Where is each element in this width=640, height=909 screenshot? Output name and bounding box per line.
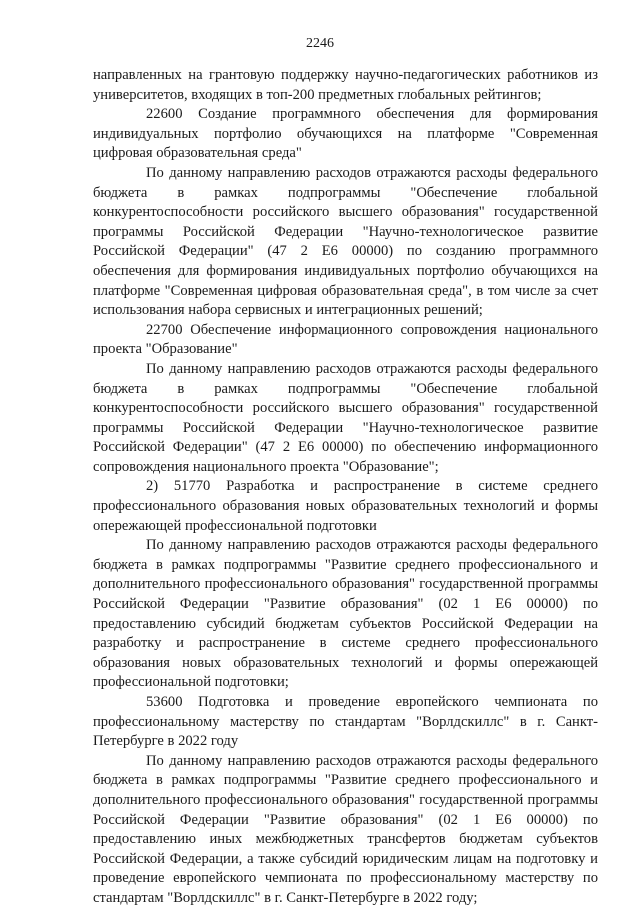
paragraph-22600-heading: 22600 Создание программного обеспечения для формирования индивидуальных портфолио обучающихся на платформе "Современная цифровая образовательная среда" xyxy=(93,106,598,162)
paragraph-53600-heading: 53600 Подготовка и проведение европейского чемпионата по профессиональному мастерству по стандартам "Ворлдскиллс" в г. Санкт-Петербурге в 2022 году xyxy=(93,694,598,750)
paragraph-22700-description: По данному направлению расходов отражаются расходы федерального бюджета в рамках подпрограммы "Обеспечение глобальной конкурентоспособности российского высшего образования" государственной программы Российской Федерации "Научно-технологическое развитие Российской Федерации" (47 2 Е6 00000) по обеспечению информационного сопровождения национального проекта "Образование"; xyxy=(93,360,598,475)
paragraph-51770-heading: 2) 51770 Разработка и распространение в системе среднего профессионального образования новых образовательных технологий и формы опережающей профессиональной подготовки xyxy=(93,478,598,534)
paragraph-53600-description: По данному направлению расходов отражаются расходы федерального бюджета в рамках подпрограммы "Развитие среднего профессионального и дополнительного профессионального образования" государственной программы Российской Федерации "Развитие образования" (02 1 Е6 00000) по предоставлению иных межбюджетных трансфертов бюджетам субъектов Российской Федерации, а также субсидий юридическим лицам на подготовку и проведение европейского чемпионата по профессиональному мастерству по стандартам "Ворлдскиллс" в г. Санкт-Петербурге в 2022 году; xyxy=(93,752,598,906)
document-body xyxy=(93,66,598,909)
paragraph-51770-description: По данному направлению расходов отражаются расходы федерального бюджета в рамках подпрограммы "Развитие среднего профессионального и дополнительного профессионального образования" государственной программы Российской Федерации "Развитие образования" (02 1 Е6 00000) по предоставлению субсидий бюджетам субъектов Российской Федерации на разработку и распространение в системе среднего профессионального образования новых образовательных технологий и формы опережающей профессиональной подготовки; xyxy=(93,537,598,691)
paragraph-22700-heading: 22700 Обеспечение информационного сопровождения национального проекта "Образование" xyxy=(93,321,598,358)
paragraph-22600-description: По данному направлению расходов отражаются расходы федерального бюджета в рамках подпрограммы "Обеспечение глобальной конкурентоспособности российского высшего образования" государственной программы Российской Федерации "Научно-технологическое развитие Российской Федерации" (47 2 Е6 00000) по созданию программного обеспечения для формирования индивидуальных портфолио обучающихся на платформе "Современная цифровая образовательная среда", в том числе за счет использования набора сервисных и интеграционных решений; xyxy=(93,164,598,319)
page-number: 2246 xyxy=(306,36,334,51)
paragraph-grant-support: направленных на грантовую поддержку научно-педагогических работников из университетов, входящих в топ-200 предметных глобальных рейтингов; xyxy=(93,67,598,103)
